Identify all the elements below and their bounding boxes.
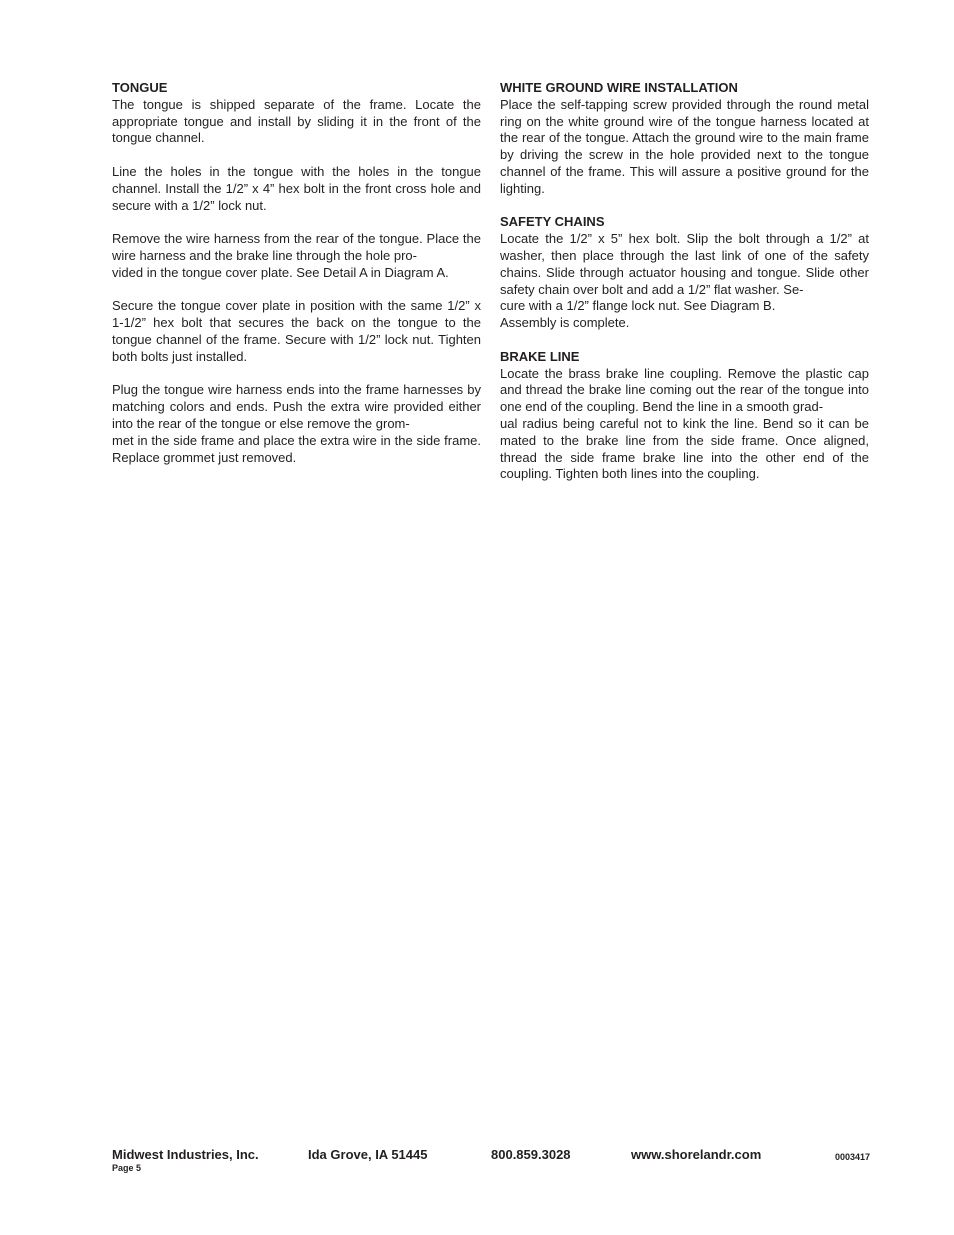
footer-city: Ida Grove, IA 51445: [308, 1147, 428, 1162]
footer-page-number: Page 5: [112, 1163, 142, 1173]
footer-doc-code: 0003417: [834, 1152, 870, 1162]
footer-phone: 800.859.3028: [491, 1147, 571, 1162]
tongue-paragraph-4: Secure the tongue cover plate in position with the same 1/2” x 1-1/2” hex bolt that secures the back on the tongue to the tongue channel of the frame. Secure with 1/2” lock nut. Tighten both bolts just installed.: [112, 298, 481, 364]
tongue-paragraph-3: Remove the wire harness from the rear of the tongue. Place the wire harness and the brake line through the hole pro- vided in the tongue cover plate. See Detail A in Diagram A.: [112, 231, 481, 280]
safety-chains-heading: SAFETY CHAINS: [500, 214, 605, 230]
ground-wire-text: Place the self-tapping screw provided through the round metal ring on the white ground wire of the tongue harness located at the rear of the tongue. Attach the ground wire to the main frame by driving the screw in the hole provided next to the tongue channel of the frame. This will assure a positive ground for the lighting.: [500, 96, 869, 196]
page-footer: [112, 1147, 870, 1187]
ground-wire-section: [500, 80, 869, 198]
left-column: [112, 80, 481, 483]
tongue-section: [112, 80, 481, 466]
assembly-complete-text: Assembly is complete.: [500, 315, 630, 331]
brake-line-heading: BRAKE LINE: [500, 348, 580, 364]
tongue-paragraph-2: Line the holes in the tongue with the holes in the tongue channel. Install the 1/2” x 4” hex bolt in the front cross hole and secure with a 1/2” lock nut.: [112, 163, 481, 213]
tongue-heading: TONGUE: [112, 80, 168, 95]
brake-line-text: Locate the brass brake line coupling. Remove the plastic cap and thread the brake line coming out the rear of the tongue into one end of the coupling. Bend the line in a smooth grad- ual radius being careful not to kink the line. Bend so it can be mated to the brake line from the side frame. Once aligned, thread the side frame brake line into the other end of the coupling. Tighten both lines into the coupling.: [500, 365, 869, 482]
tongue-paragraph-1: The tongue is shipped separate of the frame. Locate the appropriate tongue and install by sliding it in the front of the tongue channel.: [112, 96, 481, 146]
safety-chains-text: Locate the 1/2” x 5” hex bolt. Slip the bolt through a 1/2” at washer, then place through the last link of one of the safety chains. Slide through actuator housing and tongue. Slide other safety chain over bolt and add a 1/2” flat washer. Se- cure with a 1/2” flange lock nut. See Diagram B.: [500, 231, 869, 314]
footer-website: www.shorelandr.com: [631, 1147, 762, 1162]
footer-company: Midwest Industries, Inc.: [112, 1147, 259, 1162]
safety-chains-section: [500, 214, 869, 332]
right-column: [500, 80, 869, 500]
tongue-paragraph-5: Plug the tongue wire harness ends into the frame harnesses by matching colors and ends. Push the extra wire provided either into the rear of the tongue or else remove the grom- met in the side frame and place the extra wire in the side frame. Replace grommet just removed.: [112, 382, 481, 465]
brake-line-section: [500, 349, 869, 483]
ground-wire-heading: WHITE GROUND WIRE INSTALLATION: [500, 80, 738, 95]
